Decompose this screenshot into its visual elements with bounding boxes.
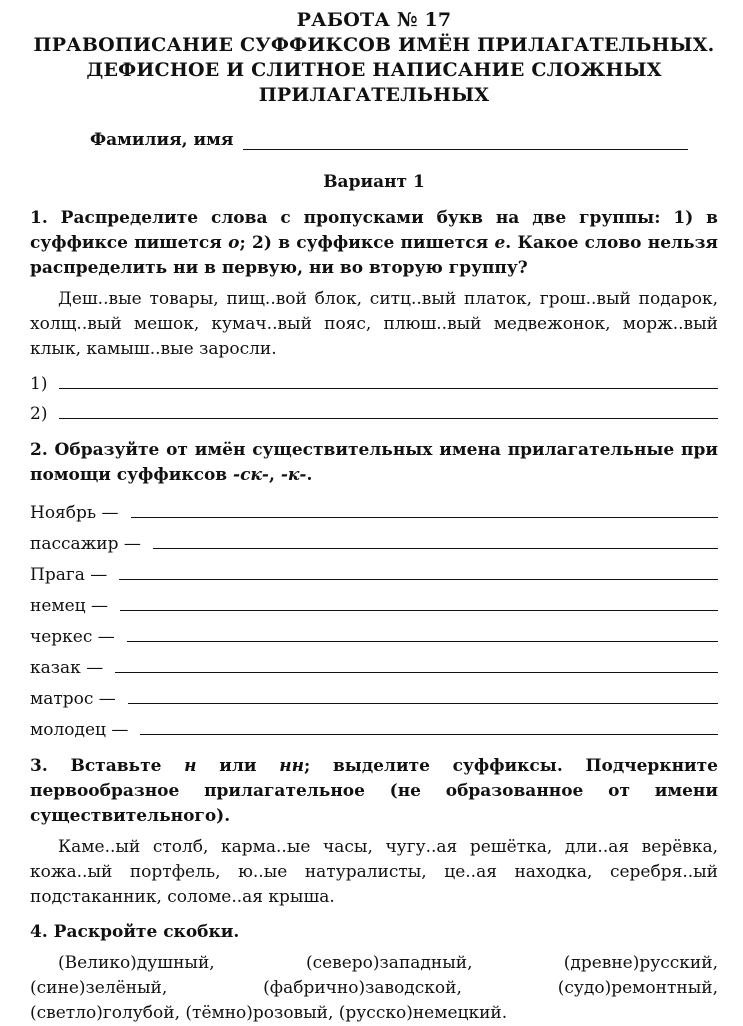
task4-word: (северо)западный,	[305, 953, 473, 973]
answer-line[interactable]	[131, 517, 718, 518]
answer-line[interactable]	[59, 388, 718, 389]
task2-answers	[30, 492, 718, 740]
task2-title	[30, 438, 718, 488]
task1-letter-o: о	[228, 233, 240, 253]
word-label: пассажир —	[30, 534, 141, 554]
task2-answer-row	[30, 678, 718, 709]
variant-title: Вариант 1	[323, 172, 425, 192]
worksheet-header	[30, 8, 718, 108]
topic-line-1: ПРАВОПИСАНИЕ СУФФИКСОВ ИМЁН ПРИЛАГАТЕЛЬНЫХ.	[33, 34, 715, 56]
task4-row	[30, 951, 718, 976]
task2-answer-row	[30, 709, 718, 740]
answer-line[interactable]	[128, 703, 718, 704]
task2-title-part: .	[306, 465, 313, 485]
answer-line[interactable]	[119, 579, 718, 580]
task2-answer-row	[30, 585, 718, 616]
task4-word: (древне)русский,	[563, 953, 718, 973]
topic-line-3: ПРИЛАГАТЕЛЬНЫХ	[258, 84, 490, 106]
word-label: казак —	[30, 658, 104, 678]
word-label: Ноябрь —	[30, 503, 119, 523]
task3-letter-nn: нн	[279, 756, 304, 776]
task2-answer-row	[30, 492, 718, 523]
task1-answer-row	[30, 394, 718, 424]
answer-line[interactable]	[59, 418, 718, 419]
name-field-row	[30, 130, 718, 150]
task3-title	[30, 754, 718, 829]
word-label: Прага —	[30, 565, 108, 585]
task4-word: (сине)зелёный,	[30, 978, 168, 998]
task4-words	[30, 951, 718, 1026]
task2-answer-row	[30, 616, 718, 647]
answer-line[interactable]	[127, 641, 718, 642]
task3-words: Каме..ый столб, карма..ые часы, чугу..ая решётка, дли..ая верёвка, кожа..ый портфель, ю..ые натуралисты, це..ая находка, серебря..ый подстаканник, соломе..ая крыша.	[30, 837, 718, 907]
task1-letter-e: е	[494, 233, 506, 253]
answer-line[interactable]	[120, 610, 718, 611]
answer-line[interactable]	[140, 734, 718, 735]
task1-words: Деш..вые товары, пищ..вой блок, ситц..вый платок, грош..вый подарок, холщ..вый мешок, кумач..вый пояс, плюш..вый медвежонок, морж..вый клык, камыш..вые заросли.	[30, 289, 718, 359]
task2-answer-row	[30, 647, 718, 678]
task1-title	[30, 206, 718, 281]
answer-line[interactable]	[115, 672, 718, 673]
task2-answer-row	[30, 523, 718, 554]
word-label: матрос —	[30, 689, 116, 709]
task4-row-last: (светло)голубой, (тёмно)розовый, (русско)немецкий.	[30, 1003, 508, 1023]
worksheet-page	[30, 8, 718, 1026]
task1-title-part: . Какое слово нельзя распределить ни в первую, ни во вторую группу?	[30, 233, 718, 278]
work-number: РАБОТА № 17	[296, 9, 452, 31]
task1-answers	[30, 364, 718, 424]
task2-suffix-k: -к-	[280, 465, 307, 485]
task4-word: (фабрично)заводской,	[263, 978, 462, 998]
word-label: немец —	[30, 596, 109, 616]
word-label: молодец —	[30, 720, 129, 740]
topic-line-2: ДЕФИСНОЕ И СЛИТНОЕ НАПИСАНИЕ СЛОЖНЫХ	[86, 59, 662, 81]
task4-title: 4. Раскройте скобки.	[30, 922, 240, 942]
task4-word: (судо)ремонтный,	[557, 978, 718, 998]
task2-suffix-sk: -ск-	[233, 465, 269, 485]
task1-answer-row	[30, 364, 718, 394]
task2-title-part: ,	[268, 465, 281, 485]
name-label: Фамилия, имя	[90, 130, 234, 150]
task3-title-part: 3. Вставьте	[30, 756, 185, 776]
task1-title-part: 1. Распределите слова с пропусками букв на две группы: 1) в суффиксе пишется	[30, 208, 718, 253]
answer-label: 1)	[30, 374, 48, 394]
task4-row	[30, 976, 718, 1001]
answer-label: 2)	[30, 404, 48, 424]
task2-answer-row	[30, 554, 718, 585]
task3-letter-n: н	[184, 756, 197, 776]
name-fill-line[interactable]	[243, 131, 688, 150]
answer-line[interactable]	[153, 548, 718, 549]
task4-word: (Велико)душный,	[58, 953, 215, 973]
word-label: черкес —	[30, 627, 115, 647]
task3-title-part: или	[196, 756, 280, 776]
task2-title-part: 2. Образуйте от имён существительных имена прилагательные при помощи суффиксов	[30, 440, 718, 485]
task1-title-part: ; 2) в суффиксе пишется	[239, 233, 495, 253]
task3-title-part: ; выделите суффиксы. Подчеркните первообразное прилагательное (не образованное от имени существительного).	[30, 756, 718, 826]
